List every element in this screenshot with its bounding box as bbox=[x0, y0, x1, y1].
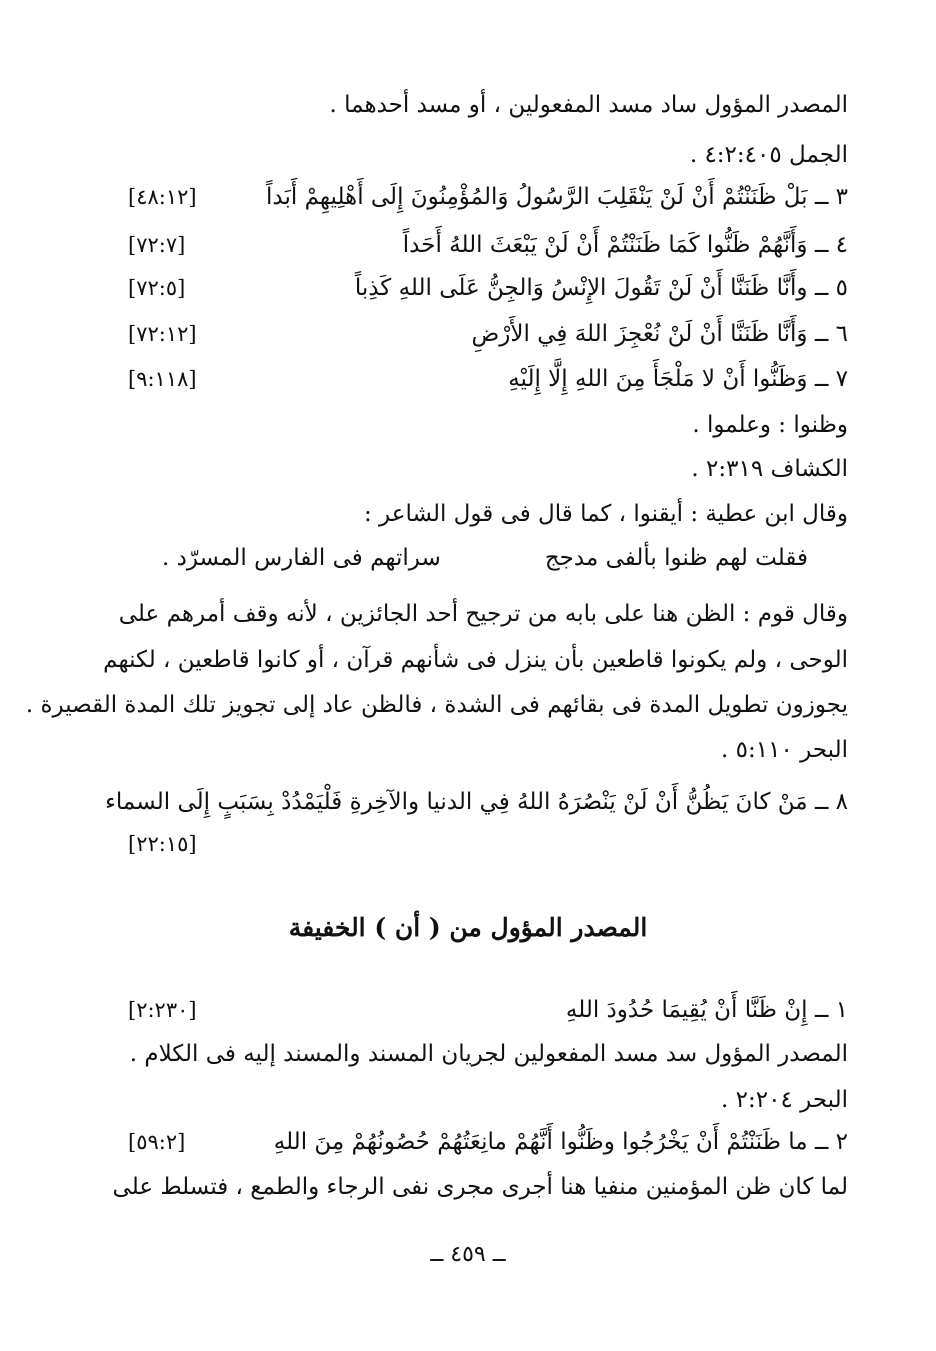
page-number: ــ ٤٥٩ ــ bbox=[430, 1242, 506, 1267]
verse-reference: [٧٢:٥] bbox=[128, 276, 186, 300]
source-citation: البحر ٢:٢٠٤ . bbox=[721, 1087, 848, 1113]
verse-reference: [٢٢:١٥] bbox=[128, 832, 197, 856]
verse-text: ٤ ــ وَأَنَّهُمْ ظَنُّوا كَمَا ظَنَنْتُمْ أَنْ لَنْ يَبْعَثَ اللهُ أَحَداً bbox=[402, 232, 848, 258]
verse-reference: [٤٨:١٢] bbox=[128, 185, 197, 209]
verse-text: ١ ــ إِنْ ظَنَّا أَنْ يُقِيمَا حُدُودَ اللهِ bbox=[565, 997, 848, 1023]
verse-text: ٦ ــ وَأَنَّا ظَنَنَّا أَنْ لَنْ نُعْجِزَ اللهَ فِي الأَرْضِ bbox=[471, 321, 848, 347]
paragraph-line: يجوزون تطويل المدة فى بقائهم فى الشدة ، فالظن عاد إلى تجويز تلك المدة القصيرة . bbox=[25, 692, 848, 718]
source-citation: الجمل ٤:٢:٤٠٥ . bbox=[689, 142, 848, 168]
verse-text: ٣ ــ بَلْ ظَنَنْتُمْ أَنْ لَنْ يَنْقَلِبَ الرَّسُولُ وَالمُؤْمِنُونَ إِلَى أَهْلِيهِمْ أَبَداً bbox=[266, 184, 848, 210]
verse-text: ٨ ــ مَنْ كانَ يَظُنُّ أَنْ لَنْ يَنْصُرَهُ اللهُ فِي الدنيا والآخِرةِ فَلْيَمْدُدْ بِسَبَبٍ إِلَى السماء bbox=[105, 789, 848, 815]
verse-text: ٧ ــ وَظَنُّوا أَنْ لا مَلْجَأَ مِنَ اللهِ إِلَّا إِلَيْهِ bbox=[508, 366, 848, 392]
section-heading: المصدر المؤول من ( أن ) الخفيفة bbox=[288, 913, 648, 942]
verse-reference: [٢:٢٣٠] bbox=[128, 998, 197, 1022]
verse-text: ٥ ــ وأَنَّا ظَنَنَّا أَنْ لَنْ تَقُولَ الإِنْسُ وَالجِنُّ عَلَى اللهِ كَذِباً bbox=[354, 275, 848, 301]
text-line: وقال ابن عطية : أيقنوا ، كما قال فى قول الشاعر : bbox=[363, 501, 848, 527]
text-line: وظنوا : وعلموا . bbox=[692, 412, 848, 438]
text-line: لما كان ظن المؤمنين منفيا هنا أجرى مجرى نفى الرجاء والطمع ، فتسلط على bbox=[112, 1174, 848, 1200]
verse-reference: [٩:١١٨] bbox=[128, 367, 197, 391]
source-citation: البحر ٥:١١٠ . bbox=[721, 737, 848, 763]
poem-hemistich-first: فقلت لهم ظنوا بألفى مدجج bbox=[544, 545, 808, 571]
paragraph-line: وقال قوم : الظن هنا على بابه من ترجيح أحد الجائزين ، لأنه وقف أمرهم على bbox=[118, 601, 848, 627]
text-line: المصدر المؤول ساد مسد المفعولين ، أو مسد أحدهما . bbox=[329, 92, 848, 118]
verse-reference: [٧٢:١٢] bbox=[128, 322, 197, 346]
verse-reference: [٧٢:٧] bbox=[128, 233, 186, 257]
poem-hemistich-second: سراتهم فى الفارس المسرّد . bbox=[162, 545, 441, 571]
source-citation: الكشاف ٢:٣١٩ . bbox=[691, 456, 848, 482]
text-line: المصدر المؤول سد مسد المفعولين لجريان المسند والمسند إليه فى الكلام . bbox=[129, 1041, 848, 1067]
verse-reference: [٥٩:٢] bbox=[128, 1130, 186, 1154]
paragraph-line: الوحى ، ولم يكونوا قاطعين بأن ينزل فى شأنهم قرآن ، أو كانوا قاطعين ، لكنهم bbox=[103, 647, 848, 673]
verse-text: ٢ ــ ما ظَنَنْتُمْ أَنْ يَخْرُجُوا وظَنُّوا أَنَّهُمْ مانِعَتُهُمْ حُصُونُهُمْ مِنَ اللهِ bbox=[273, 1129, 848, 1155]
